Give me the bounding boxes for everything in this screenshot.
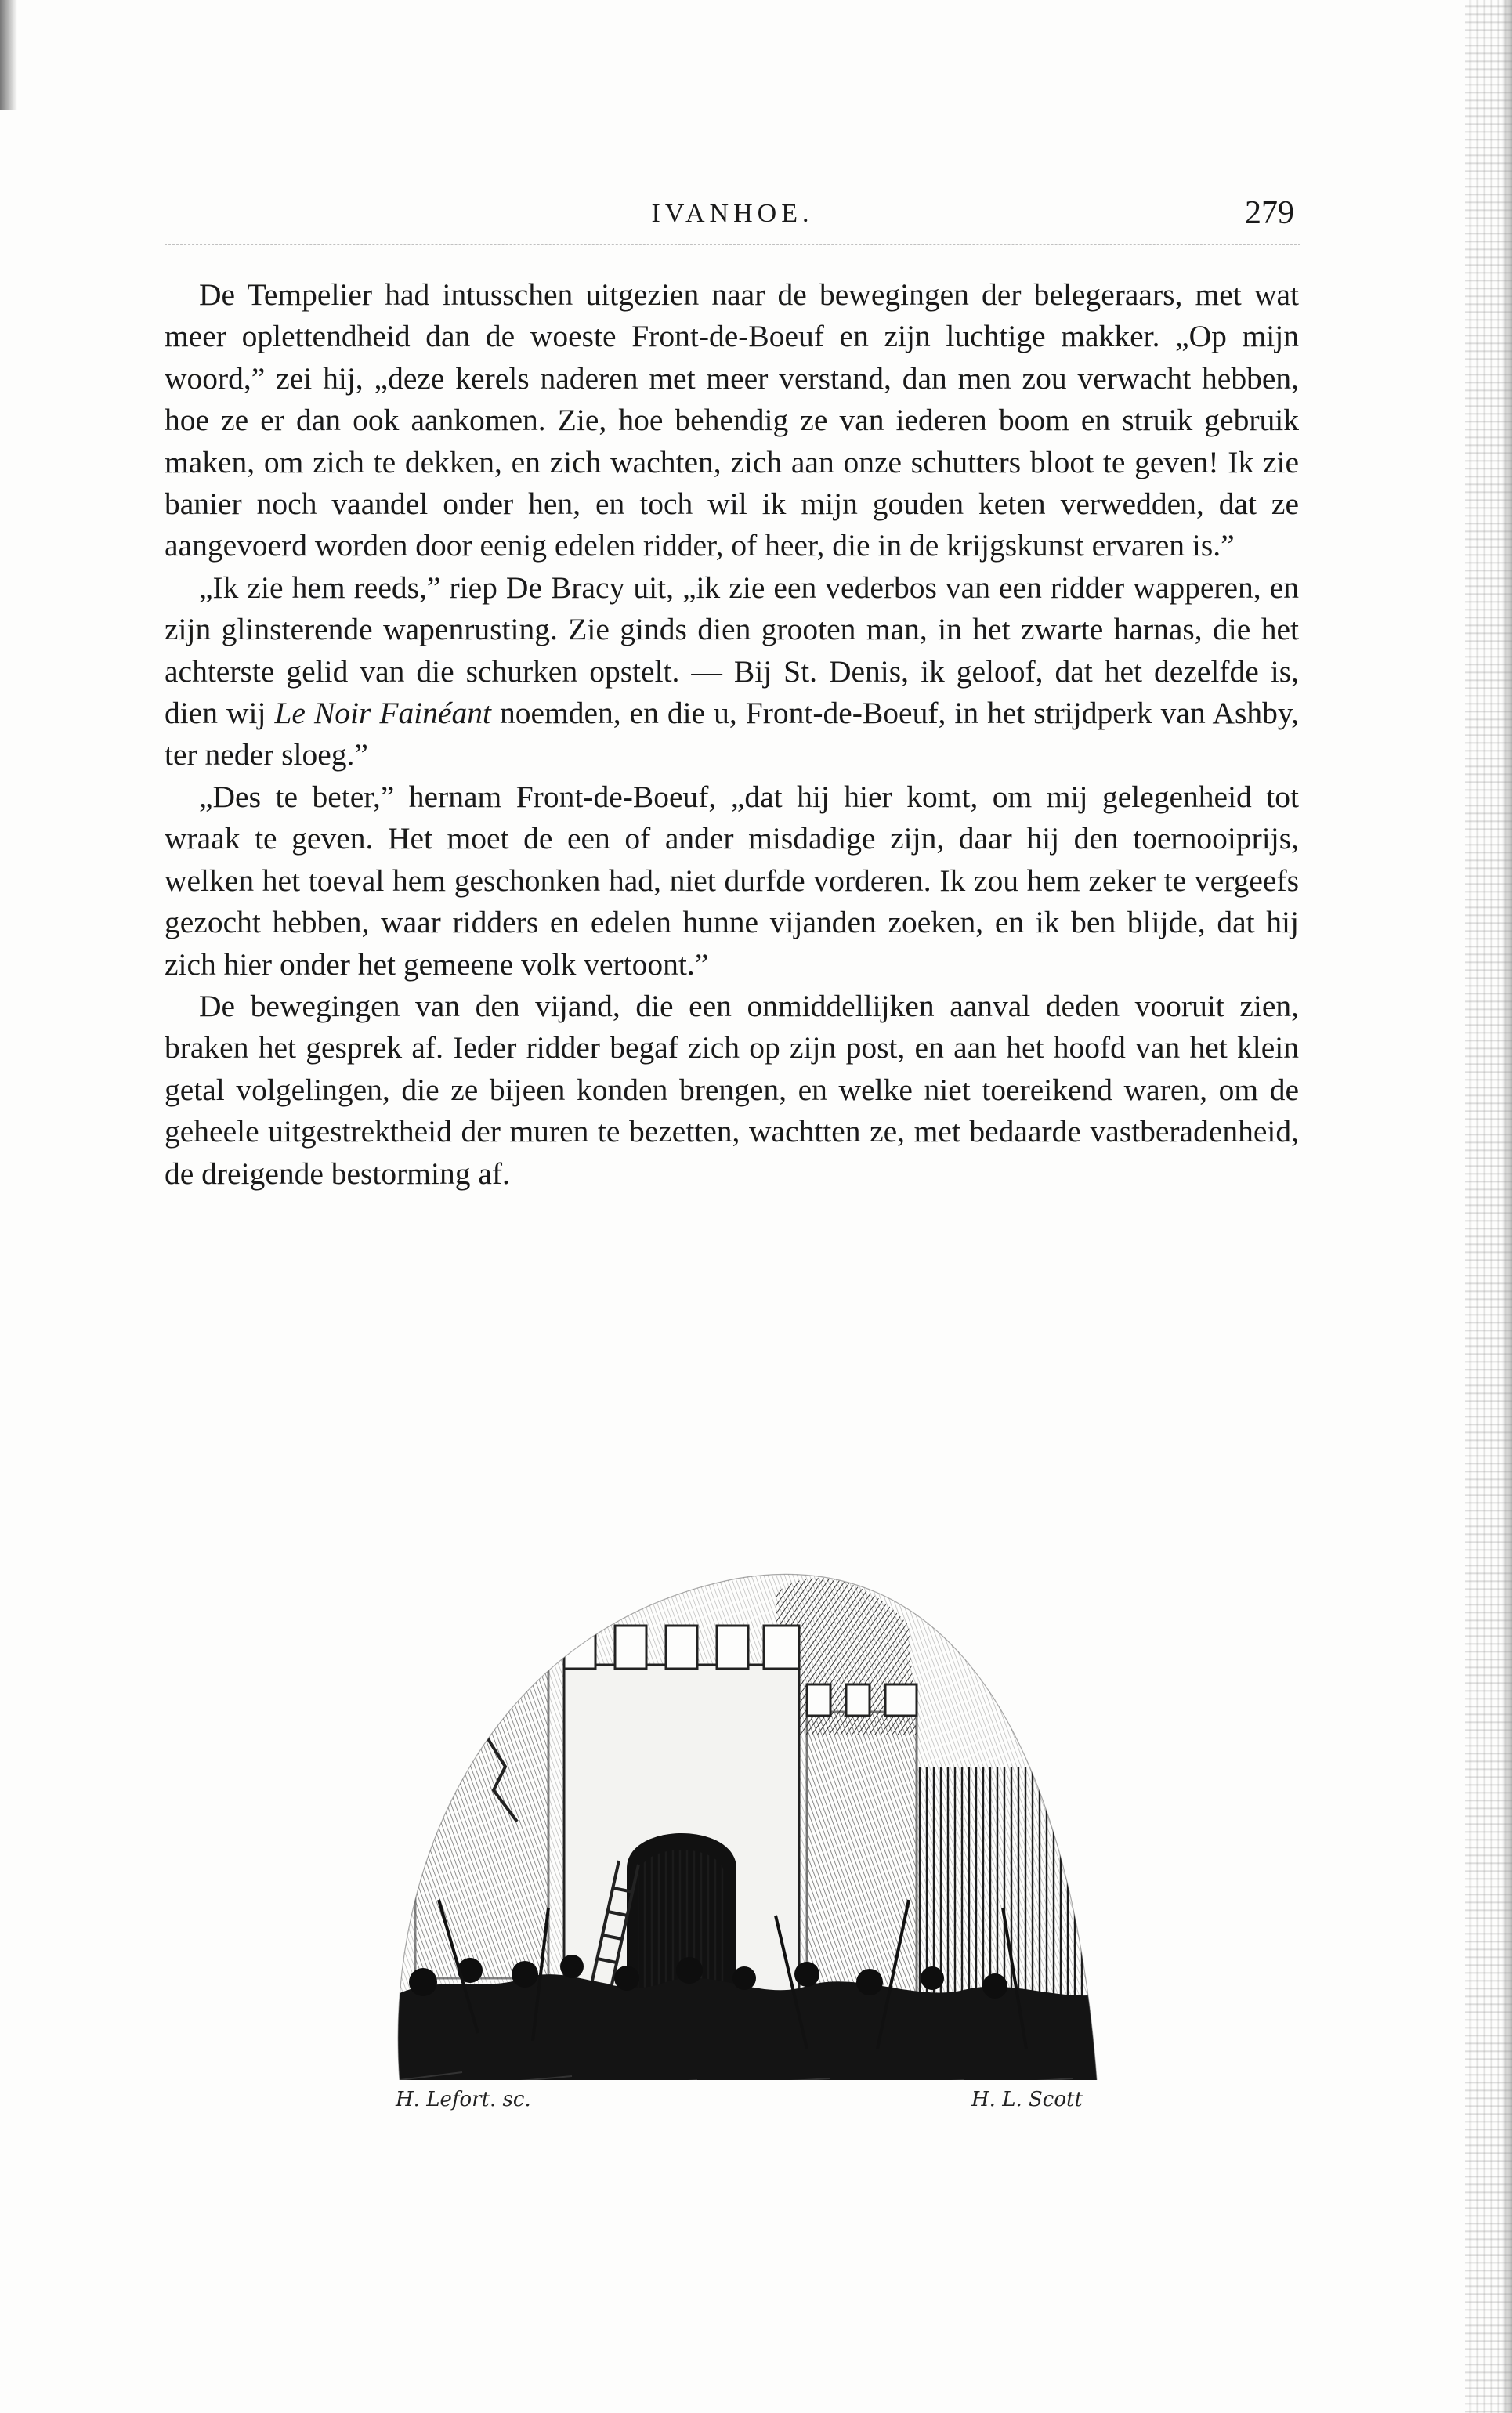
paragraph-2-italic: Le Noir Fainéant	[274, 696, 491, 731]
page-number: 279	[1245, 195, 1294, 231]
castle-siege-engraving	[368, 1532, 1112, 2111]
paragraph-4	[165, 986, 1299, 1195]
paragraph-3-text: „Des te beter,” hernam Front-de-Boeuf, „dat hij hier komt, om mij gelegenheid tot wraak te geven. Het moet de een of ander misdadige zijn, daar hij den toernooiprijs, welken het toeval hem geschonken had, niet durfde vorderen. Ik zou hem zeker te vergeefs gezocht hebben, waar ridders en edelen hunne vijanden zoeken, en ik ben blijde, dat hij zich hier onder het gemeene volk vertoont.”	[165, 779, 1299, 982]
paragraph-2-text-end: noemden, en die u, Front-de-Boeuf, in het strijdperk van Ashby, ter neder sloeg.”	[165, 696, 1299, 772]
header-rule	[165, 244, 1300, 245]
paragraph-2-text-start: „Ik zie hem reeds,” riep De Bracy uit, „ik zie een vederbos van een ridder wapperen, en zijn glinsterende wapenrusting. Zie ginds dien grooten man, in het zwarte harnas, die het achterste gelid van die schurken opstelt. — Bij St. Denis, ik geloof, dat het dezelfde is, dien wij	[165, 570, 1299, 731]
engraver-signature-right: H. L. Scott	[971, 2088, 1083, 2111]
paragraph-1	[165, 274, 1299, 567]
engraver-signature-left: H. Lefort. sc.	[396, 2088, 531, 2111]
scan-edge-left	[0, 0, 17, 110]
paragraph-1-text: De Tempelier had intusschen uitgezien naar de bewegingen der belegeraars, met wat meer oplettendheid dan de woeste Front-de-Boeuf en zijn luchtige makker. „Op mijn woord,” zei hij, „deze kerels naderen met meer verstand, dan men zou verwacht hebben, hoe ze er dan ook aankomen. Zie, hoe behendig ze van iederen boom en struik gebruik maken, om zich te dekken, en zich wachten, zich aan onze schutters bloot te geven! Ik zie banier noch vaandel onder hen, en toch wil ik mijn gouden keten verwedden, dat ze aangevoerd worden door eenig edelen ridder, of heer, die in de krijgskunst ervaren is.”	[165, 277, 1299, 563]
paragraph-2	[165, 567, 1299, 776]
body-text	[165, 274, 1299, 1195]
paragraph-4-text: De bewegingen van den vijand, die een onmiddellijken aanval deden vooruit zien, braken het gesprek af. Ieder ridder begaf zich op zijn post, en aan het hoofd van het klein getal volgelingen, die ze bijeen konden brengen, en welke niet toereikend waren, om de geheele uitgestrektheid der muren te bezetten, wachtten ze, met bedaarde vastberadenheid, de dreigende bestorming af.	[165, 988, 1299, 1191]
running-title: IVANHOE.	[651, 199, 814, 228]
page-header	[165, 194, 1300, 241]
paragraph-3	[165, 776, 1299, 986]
castle-engraving-svg	[368, 1532, 1112, 2111]
scan-edge-right	[1465, 0, 1512, 2413]
